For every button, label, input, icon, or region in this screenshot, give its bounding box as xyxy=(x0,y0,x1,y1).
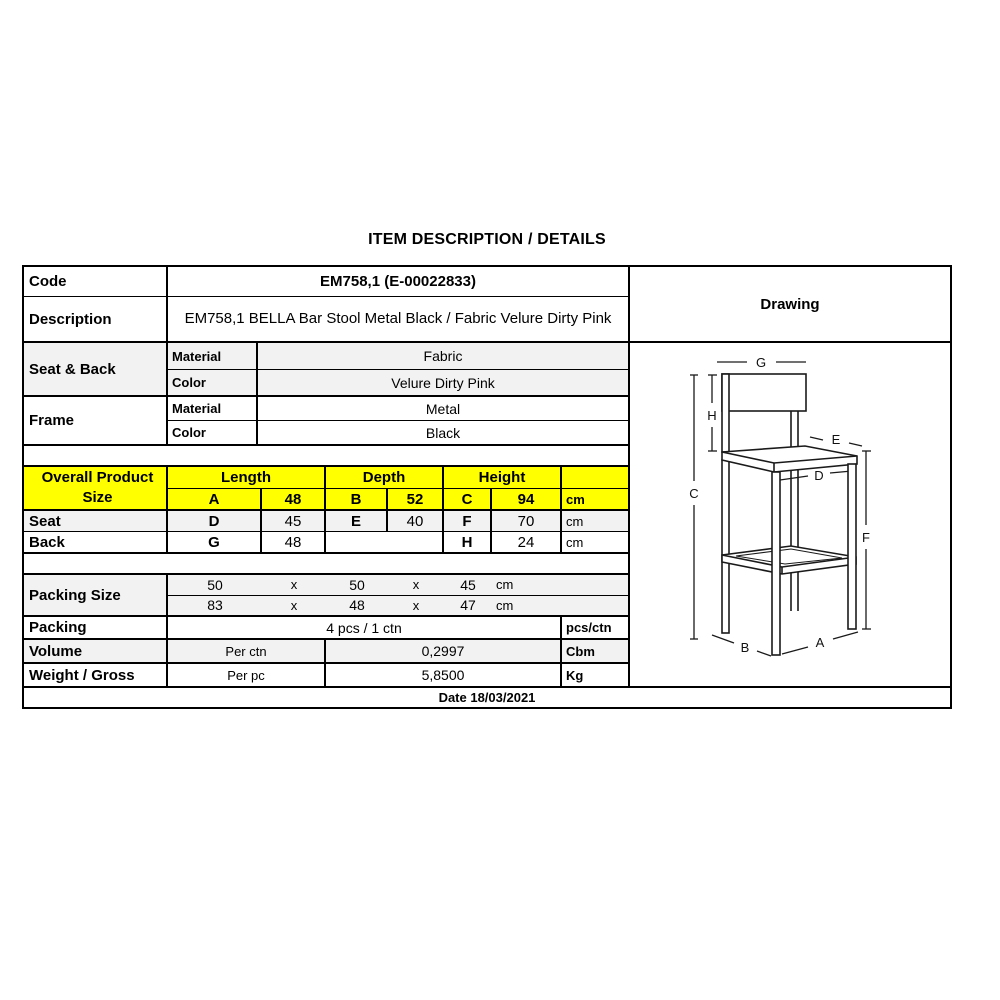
dim-label-h: H xyxy=(707,408,717,423)
pack2-spacer xyxy=(562,596,628,616)
weight-label: Weight / Gross xyxy=(24,664,168,686)
dim-label-f: F xyxy=(862,530,870,545)
seat-unit: cm xyxy=(566,513,584,529)
pack1-unit: cm xyxy=(496,577,514,593)
packing-unit: pcs/ctn xyxy=(566,620,612,635)
size-header-row xyxy=(168,467,628,489)
back-length-key: G xyxy=(168,532,262,552)
description-label: Description xyxy=(24,297,168,341)
overall-height-value: 94 xyxy=(492,489,562,509)
pack1-x1: x xyxy=(290,577,298,593)
weight-basis: Per pc xyxy=(168,664,326,686)
description-value: EM758,1 BELLA Bar Stool Metal Black / Fabric Velure Dirty Pink xyxy=(184,309,612,327)
packing-size-row-1 xyxy=(168,575,628,596)
pack2-v3: 47 xyxy=(460,597,476,614)
seat-height-value: 70 xyxy=(492,511,562,531)
dim-label-b: B xyxy=(740,640,750,655)
pack2-v2: 48 xyxy=(349,597,365,614)
packing-row xyxy=(24,617,628,640)
pack1-spacer xyxy=(562,575,628,595)
back-height-value: 24 xyxy=(492,532,562,552)
volume-value: 0,2997 xyxy=(326,640,562,662)
weight-row xyxy=(24,664,628,686)
back-depth-blank xyxy=(326,532,444,552)
pack2-x2: x xyxy=(412,597,420,613)
overall-unit: cm xyxy=(566,491,585,507)
drawing-area xyxy=(630,343,950,686)
volume-unit: Cbm xyxy=(566,643,595,659)
seat-back-group xyxy=(24,343,628,397)
dim-label-g: G xyxy=(755,355,767,370)
color-label: Color xyxy=(168,421,258,444)
overall-depth-key: B xyxy=(326,489,388,509)
table-main-area xyxy=(24,267,950,686)
length-header: Length xyxy=(168,467,326,488)
dim-label-c: C xyxy=(689,486,699,501)
code-row xyxy=(24,267,628,297)
seat-height-key: F xyxy=(444,511,492,531)
pack1-v3: 45 xyxy=(460,576,476,593)
seat-label: Seat xyxy=(24,511,168,531)
frame-material-value: Metal xyxy=(425,400,461,417)
pack2-x1: x xyxy=(290,597,298,613)
pack1-v2: 50 xyxy=(349,576,365,593)
spec-table xyxy=(22,265,952,709)
seat-back-color-row xyxy=(168,370,628,395)
pack1-v1: 50 xyxy=(207,576,223,593)
depth-header: Depth xyxy=(326,467,444,488)
unit-header xyxy=(562,467,628,488)
overall-length-key: A xyxy=(168,489,262,509)
code-value: EM758,1 (E-00022833) xyxy=(320,273,476,290)
frame-label: Frame xyxy=(24,397,168,444)
frame-group xyxy=(24,397,628,446)
seat-back-material-value: Fabric xyxy=(423,348,463,364)
description-row xyxy=(24,297,628,343)
details-section xyxy=(24,267,628,686)
packing-size-label: Packing Size xyxy=(24,575,168,615)
seat-depth-key: E xyxy=(326,511,388,531)
code-label: Code xyxy=(24,267,168,296)
overall-size-block xyxy=(24,467,628,511)
overall-size-row xyxy=(168,489,628,509)
seat-depth-value: 40 xyxy=(388,511,444,531)
frame-color-value: Black xyxy=(425,424,461,441)
color-label: Color xyxy=(168,370,258,395)
dim-label-d: D xyxy=(814,468,824,483)
overall-height-key: C xyxy=(444,489,492,509)
pack2-unit: cm xyxy=(496,597,514,613)
back-label: Back xyxy=(24,532,168,552)
pack1-x2: x xyxy=(412,577,420,593)
overall-length-value: 48 xyxy=(262,489,326,509)
back-length-value: 48 xyxy=(262,532,326,552)
seat-size-row xyxy=(24,511,628,532)
material-label: Material xyxy=(168,397,258,420)
volume-label: Volume xyxy=(24,640,168,662)
seat-length-key: D xyxy=(168,511,262,531)
packing-label: Packing xyxy=(24,617,168,638)
back-size-row xyxy=(24,532,628,554)
material-label: Material xyxy=(168,343,258,369)
seat-back-label: Seat & Back xyxy=(24,343,168,395)
back-unit: cm xyxy=(566,534,584,550)
seat-length-value: 45 xyxy=(262,511,326,531)
date-row xyxy=(24,686,950,707)
seat-back-material-row xyxy=(168,343,628,370)
frame-color-row xyxy=(168,421,628,444)
packing-size-group xyxy=(24,575,628,617)
drawing-section xyxy=(628,267,950,686)
drawing-title: Drawing xyxy=(630,267,950,343)
packing-value: 4 pcs / 1 ctn xyxy=(168,617,562,638)
stool-technical-drawing xyxy=(630,343,950,684)
weight-unit: Kg xyxy=(566,667,584,683)
dim-label-e: E xyxy=(831,432,841,447)
spacer-row xyxy=(24,446,628,467)
volume-basis: Per ctn xyxy=(168,640,326,662)
height-header: Height xyxy=(444,467,562,488)
overall-size-label: Overall Product Size xyxy=(24,467,168,509)
page-title: ITEM DESCRIPTION / DETAILS xyxy=(368,231,606,248)
date-value: Date 18/03/2021 xyxy=(438,690,536,705)
frame-material-row xyxy=(168,397,628,421)
pack2-v1: 83 xyxy=(207,597,223,614)
spacer-row xyxy=(24,554,628,575)
overall-depth-value: 52 xyxy=(388,489,444,509)
weight-value: 5,8500 xyxy=(326,664,562,686)
dim-label-a: A xyxy=(815,635,825,650)
seat-back-color-value: Velure Dirty Pink xyxy=(391,374,495,391)
back-height-key: H xyxy=(444,532,492,552)
packing-size-row-2 xyxy=(168,596,628,616)
volume-row xyxy=(24,640,628,664)
